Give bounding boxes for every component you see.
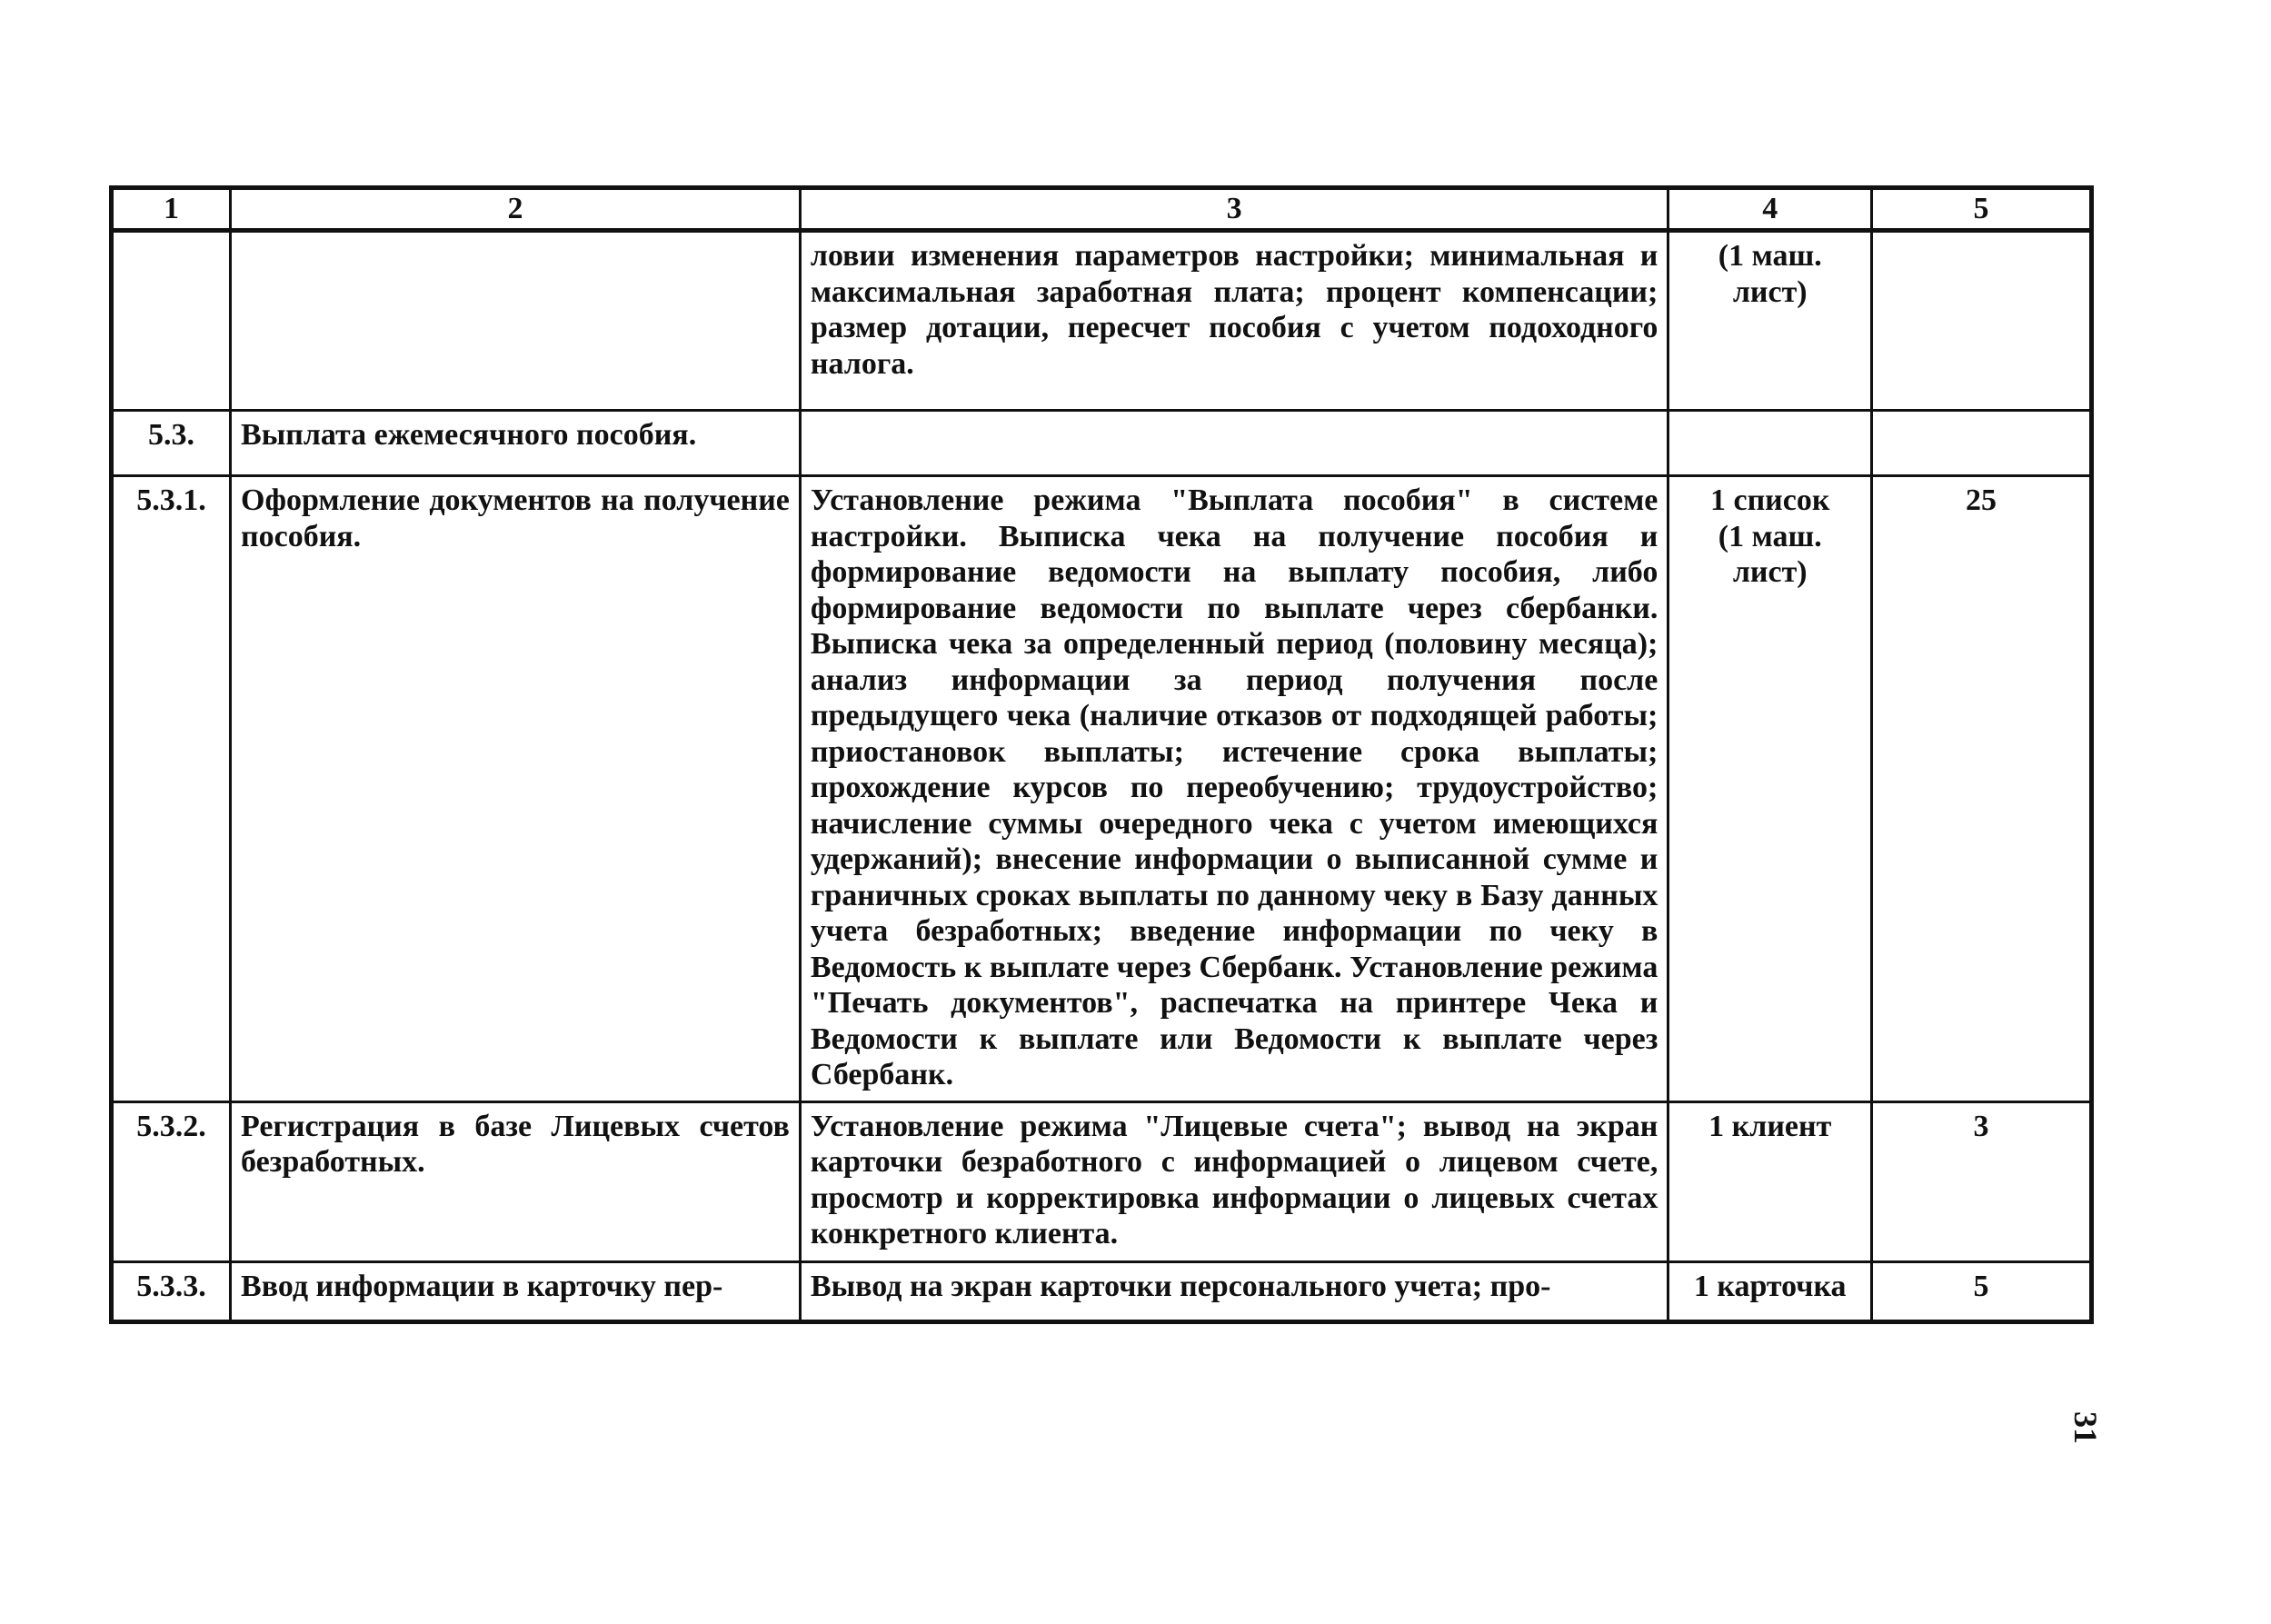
row-operation-name: Выплата ежемесячного пособия. [231, 411, 801, 476]
row-operation-name: Ввод информации в карточку пер- [231, 1261, 801, 1321]
row-description [800, 411, 1668, 476]
table-row [112, 1101, 2092, 1261]
header-col-3: 3 [800, 188, 1668, 231]
header-col-2: 2 [231, 188, 801, 231]
row-description: ловии изменения параметров настройки; минимальная и максимальная заработная плата; процент компенсации; размер дотации, пересчет пособия с учетом подоходного налога. [800, 231, 1668, 411]
row-norm: 3 [1872, 1101, 2092, 1261]
row-operation-name [231, 231, 801, 411]
header-col-4: 4 [1668, 188, 1872, 231]
row-description: Установление режима "Выплата пособия" в системе настройки. Выписка чека на получение пособия и формирование ведомости на выплату пособия, либо формирование ведомости по выплате через сбербанки. Выписка чека за определенный период (половину месяца); анализ информации за период получения после предыдущего чека (наличие отказов от подходящей работы; приостановок выплаты; истечение срока выплаты; прохождение курсов по переобучению; трудоустройство; начисление суммы очередного чека с учетом имеющихся удержаний); внесение информации о выписанной сумме и граничных сроках выплаты по данному чеку в Базу данных учета безработных; введение информации по чеку в Ведомость к выплате через Сбербанк. Установление режима "Печать документов", распечатка на принтере Чека и Ведомости к выплате или Ведомости к выплате через Сбербанк. [800, 476, 1668, 1102]
header-col-1: 1 [112, 188, 231, 231]
row-description: Вывод на экран карточки персонального учета; про- [800, 1261, 1668, 1321]
row-norm: 5 [1872, 1261, 2092, 1321]
row-number: 5.3. [112, 411, 231, 476]
row-number: 5.3.3. [112, 1261, 231, 1321]
table-row [112, 411, 2092, 476]
work-norms-table [109, 185, 2094, 1324]
row-unit [1668, 411, 1872, 476]
row-unit: 1 список (1 маш. лист) [1668, 476, 1872, 1102]
row-unit: 1 клиент [1668, 1101, 1872, 1261]
row-unit: (1 маш. лист) [1668, 231, 1872, 411]
page-number: 31 [2067, 1411, 2104, 1444]
row-operation-name: Регистрация в базе Лицевых счетов безработных. [231, 1101, 801, 1261]
row-norm [1872, 231, 2092, 411]
table-row [112, 231, 2092, 411]
row-operation-name: Оформление документов на получение пособия. [231, 476, 801, 1102]
row-number: 5.3.2. [112, 1101, 231, 1261]
table-header [112, 188, 2092, 231]
header-col-5: 5 [1872, 188, 2092, 231]
table-row [112, 476, 2092, 1102]
row-number [112, 231, 231, 411]
table-body [112, 231, 2092, 1322]
table-row [112, 1261, 2092, 1321]
header-row [112, 188, 2092, 231]
row-norm: 25 [1872, 476, 2092, 1102]
row-number: 5.3.1. [112, 476, 231, 1102]
row-description: Установление режима "Лицевые счета"; вывод на экран карточки безработного с информацией о лицевом счете, просмотр и корректировка информации о лицевых счетах конкретного клиента. [800, 1101, 1668, 1261]
row-unit: 1 карточка [1668, 1261, 1872, 1321]
row-norm [1872, 411, 2092, 476]
